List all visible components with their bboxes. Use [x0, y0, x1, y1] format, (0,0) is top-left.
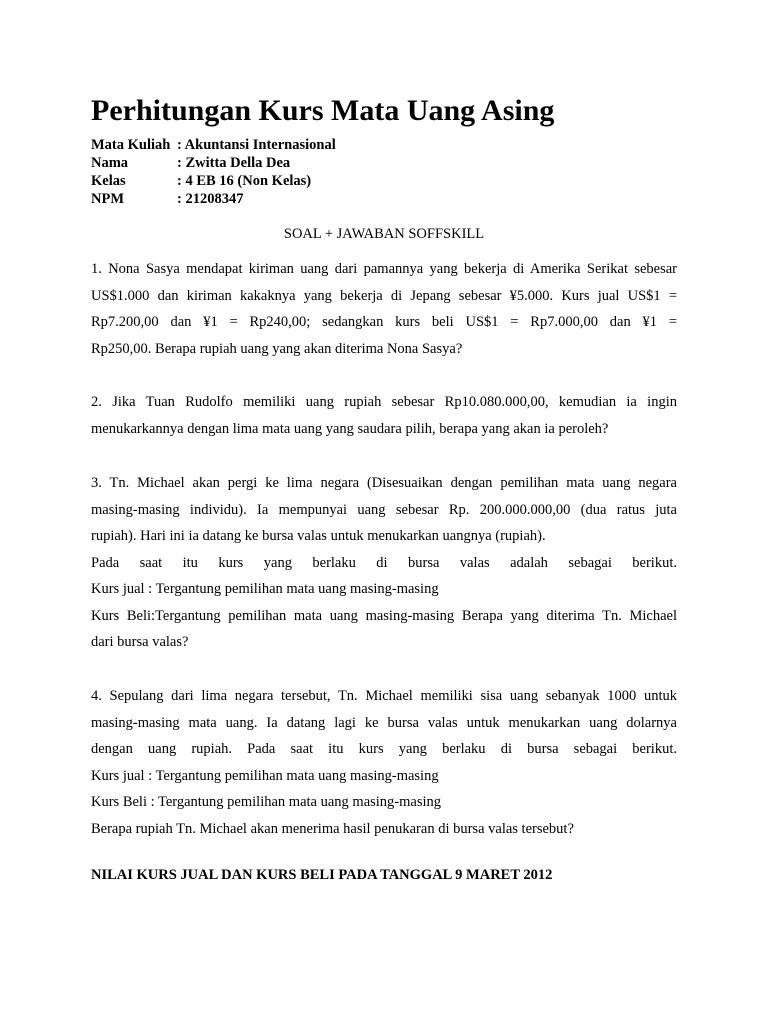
text-line: menukarkannya dengan lima mata uang yang saudara pilih, berapa yang akan ia peroleh? — [91, 420, 609, 437]
student-info — [91, 136, 336, 208]
text-line: dari bursa valas? — [91, 634, 189, 650]
info-row-npm — [91, 190, 336, 208]
text-line: Pada saat itu kurs yang berlaku di bursa valas adalah sebagai berikut. — [91, 554, 677, 571]
info-value: : Zwitta Della Dea — [177, 155, 291, 171]
info-label: NPM — [91, 191, 125, 207]
section-heading: SOAL + JAWABAN SOFFSKILL — [283, 226, 485, 242]
info-row-class — [91, 172, 336, 190]
text-line: Rp250,00. Berapa rupiah uang yang akan diterima Nona Sasya? — [91, 340, 463, 357]
text-line: Kurs Beli : Tergantung pemilihan mata uang masing-masing — [91, 794, 442, 810]
text-line: 4. Sepulang dari lima negara tersebut, Tn. Michael memiliki sisa uang sebanyak 1000 untuk — [91, 688, 677, 704]
text-line: US$1.000 dan kiriman kakaknya yang bekerja di Jepang sebesar ¥5.000. Kurs jual US$1 = — [91, 287, 677, 304]
info-label: Nama — [91, 155, 129, 171]
text-line: dengan uang rupiah. Pada saat itu kurs yang berlaku di bursa sebagai berikut. — [91, 741, 677, 757]
info-label: Mata Kuliah — [91, 137, 171, 153]
text-line: masing-masing individu). Ia mempunyai uang sebesar Rp. 200.000.000,00 (dua ratus juta — [91, 501, 677, 518]
info-label: Kelas — [91, 173, 126, 189]
text-line: masing-masing mata uang. Ia datang lagi ke bursa valas untuk menukarkan uang dolarnya — [91, 714, 677, 731]
text-line: 3. Tn. Michael akan pergi ke lima negara (Disesuaikan dengan pemilihan mata uang negara — [91, 475, 677, 491]
text-line: Berapa rupiah Tn. Michael akan menerima hasil penukaran di bursa valas tersebut? — [91, 820, 574, 837]
question-1 — [91, 256, 677, 362]
info-value: : 4 EB 16 (Non Kelas) — [177, 173, 312, 189]
info-row-course — [91, 136, 336, 154]
question-3 — [91, 470, 677, 656]
info-row-name — [91, 154, 336, 172]
text-line: 1. Nona Sasya mendapat kiriman uang dari pamannya yang bekerja di Amerika Serikat sebesar — [91, 261, 677, 277]
info-value: : Akuntansi Internasional — [177, 137, 336, 153]
text-line: Kurs jual : Tergantung pemilihan mata uang masing-masing — [91, 581, 439, 597]
text-line: Kurs jual : Tergantung pemilihan mata uang masing-masing — [91, 767, 439, 784]
text-line: 2. Jika Tuan Rudolfo memiliki uang rupiah sebesar Rp10.080.000,00, kemudian ia ingin — [91, 394, 677, 410]
exchange-rate-heading: NILAI KURS JUAL DAN KURS BELI PADA TANGGAL 9 MARET 2012 — [91, 867, 553, 883]
info-value: : 21208347 — [177, 191, 244, 207]
page-title: Perhitungan Kurs Mata Uang Asing — [91, 94, 555, 127]
text-line: Rp7.200,00 dan ¥1 = Rp240,00; sedangkan kurs beli US$1 = Rp7.000,00 dan ¥1 = — [91, 314, 677, 330]
text-line: rupiah). Hari ini ia datang ke bursa valas untuk menukarkan uangnya (rupiah). — [91, 528, 546, 544]
question-2 — [91, 389, 677, 442]
question-4 — [91, 683, 677, 842]
text-line: Kurs Beli:Tergantung pemilihan mata uang masing-masing Berapa yang diterima Tn. Michael — [91, 607, 677, 624]
